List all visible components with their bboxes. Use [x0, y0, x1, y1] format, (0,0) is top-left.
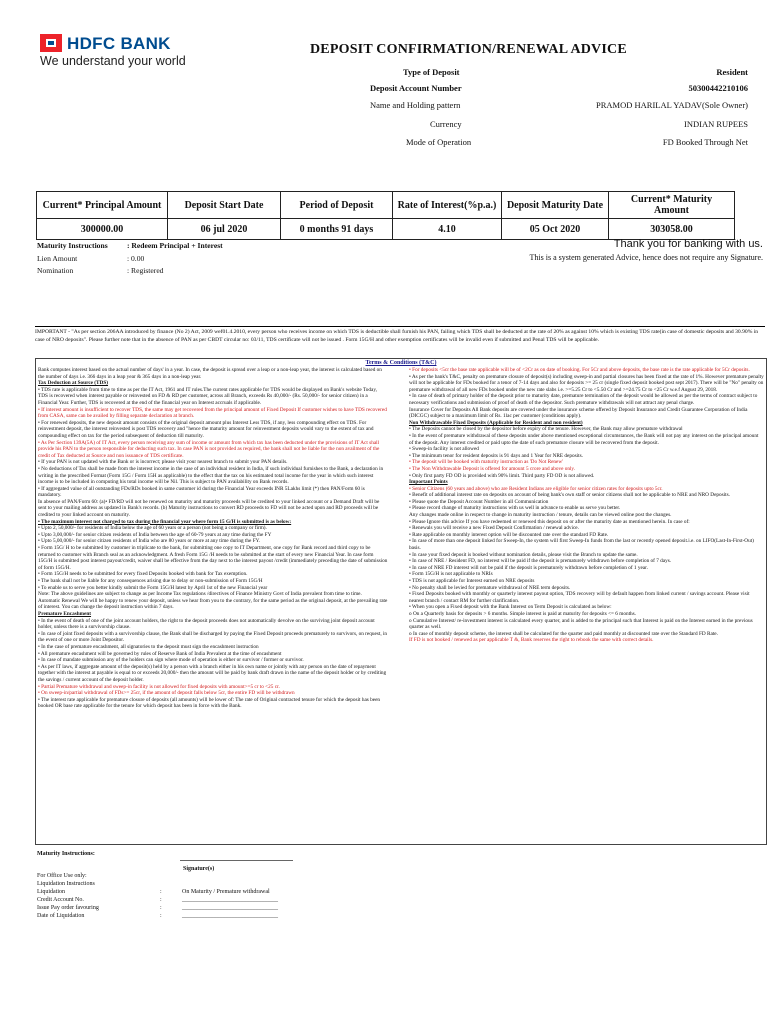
header-principal: Current* Principal Amount — [37, 192, 168, 219]
terms-right-column — [409, 367, 764, 644]
terms-right-paragraph: • In case of death of primary holder of the deposit prior to maturity date, premature termination of the deposit would be allowed as per the terms of contract subject to necessary verifications and submission of proof of death of the depositor. Such premature withdrawals will not attract any penal charge. — [409, 393, 758, 406]
credit-account-label: Credit Account No. — [37, 897, 84, 903]
nomination-value: : Registered — [127, 266, 164, 275]
terms-left-paragraph: • Partial Premature withdrawal and sweep-in facility is not allowed for fixed deposits with amount>=5 cr to <25 cr. — [38, 683, 280, 690]
terms-right-paragraph: • As per the bank's T&C, penalty on premature closure of deposit(s) including sweep-in and partial closures has been fixed at the rate of 1%. However premature penalty will not be applicable for FDs booked for a tenor of 7-14 days and also for deposits >= 25 cr (single fixed deposit booked post sept 2017). There will be "No" penalty on premature withdrawal of all new FDs booked under the new rate slabs i.e. >=5.25 Cr to <5.50 Cr and >=24.75 Cr to <25 Cr w.e.f August 29, 2018. — [409, 373, 764, 393]
terms-left-paragraph: Tax Deduction at Source (TDS) — [38, 380, 109, 387]
summary-header-row — [37, 192, 735, 219]
bank-logo — [40, 34, 186, 70]
terms-left-paragraph: • Upto 3,00,000/- for senior citizen residents of India between the age of 60-79 years at any time during the FY — [38, 531, 272, 538]
liquidation-date-colon: : — [160, 913, 162, 919]
terms-right-paragraph: • Renewals you will receive a new Fixed Deposit Confirmation / renewal advice. — [409, 525, 579, 532]
terms-left-paragraph: • Form 15G/H needs to be submitted for every fixed Deposits booked with bank for Tax exemption. — [38, 571, 248, 578]
thank-you-message: Thank you for banking with us. — [613, 238, 763, 250]
terms-left-paragraph: • In case of joint fixed deposits with a survivorship clause, the Bank shall be discharged by paying the Fixed Deposit proceeds prematurely to survivors, on request, in the event of one or more Joint Depositor. — [38, 630, 388, 644]
terms-left-paragraph: • If your PAN is not updated with the Bank or is incorrect; please visit your nearest branch to submit your PAN details. — [38, 459, 288, 466]
value-principal: 300000.00 — [37, 219, 168, 240]
terms-left-paragraph: Note: The above guidelines are subject to change as per Income Tax regulations /directives of Finance Ministry Govt of India prevalent from time to time. — [38, 591, 362, 598]
liquidation-colon: : — [160, 889, 162, 895]
pay-order-label: Issue Pay order favouring — [37, 905, 99, 911]
terms-left-paragraph: • The maximum interest not charged to tax during the financial year where form 15 G/H is submitted is as below: — [38, 518, 292, 525]
value-start-date: 06 jul 2020 — [168, 219, 281, 240]
terms-left-paragraph: Automatic Renewal We will be happy to renew your deposit, unless we hear from you to the contrary, for the same period as the original deposit, at the prevailing rate of interest. You can change the deposit instruction within 7 days. — [38, 597, 388, 611]
summary-value-row — [37, 219, 735, 240]
terms-right-paragraph: • Senior Citizens (60 years and above) who are Resident Indians are eligible for senior citizen rates for deposits upto 5cr. — [409, 485, 663, 492]
header-maturity-date: Deposit Maturity Date — [502, 192, 609, 219]
terms-right-paragraph: • Please record change of maturity instructions with us well in advance to enable us serve you better. — [409, 505, 621, 512]
terms-right-paragraph: • The Non Withdrawable Deposit is offered for amount 5 crore and above only. — [409, 465, 576, 472]
footer-liquidation-instructions: Liquidation Instructions — [37, 881, 95, 887]
terms-title: Terms & Conditions (T&C) — [365, 360, 437, 366]
header-start-date: Deposit Start Date — [168, 192, 281, 219]
terms-right-paragraph: If FD is not booked / renewed as per applicable T &, Bank reserves the right to rebook the same with correct details. — [409, 637, 654, 644]
terms-left-paragraph: • The interest rate applicable for premature closure of deposits (all amounts) will be lower of: The rate of Original contracted tenure for which the deposit has been booked OR base rate applicable for the tenure for which deposit has been in force with the Bank. — [38, 696, 381, 710]
terms-left-paragraph: • As Per Section 139A(5A) of IT Act, every person receiving any sum of income or amount from which tax has been deducted under the provisions of IT Act shall provide his PAN to the person responsible for deducting such tax. In case PAN is not provided as required, the bank shall not be liable for the non availment of the credit of Tax deducted at Source and non issuance of TDS certificate. — [38, 439, 380, 459]
terms-left-paragraph: • On sweep-in/partial withdrawal of FDs>= 25cr, if the amount of deposit falls below 5cr, the entire FD will be withdrawn — [38, 690, 295, 697]
terms-right-paragraph: • Please quote the Deposit Account Number in all Communication — [409, 498, 549, 505]
pay-order-field[interactable]: ________________________________ — [182, 905, 278, 911]
terms-right-paragraph: • Benefit of additional interest rate on deposits on account of being bank's own staff or senior citizens shall not be applicable to NRE and NRO Deposits. — [409, 492, 730, 499]
terms-left-paragraph: • To enable us to serve you better kindly submit the Form 15G/H latest by April 1st of the new Financial year — [38, 584, 268, 591]
terms-right-paragraph: o Cumulative Interest/ re-investment interest is calculated every quarter, and is added to the principal such that Interest is paid on the Interest earned in the previous quarter as well. — [409, 617, 753, 631]
terms-right-paragraph: • For deposits <5cr the base rate applicable will be of <2Cr as on date of booking. For 5Cr and above deposits, the base rate is the rate applicable for 5Cr deposits. — [409, 367, 750, 373]
terms-right-paragraph: Insurance Cover for Deposits All Bank deposits are covered under the insurance scheme offered by Deposit Insurance and Credit Guarantee Corporation of India (DICGC) subject to a maximum limit of Rs. 1lac per customer (conditions apply). — [409, 406, 748, 420]
terms-left-paragraph: • For renewed deposits, the new deposit amount consists of the original deposit amount plus Interest Less TDS, if any, less compounding effect on TDS. For reinvestment deposit, the interest reinvested is post TDS recovery and "hence the maturity amount for reinvestment deposits would vary to the extent of tax and compounding effect on tax for the period subsequent of deduction till maturity. — [38, 419, 374, 439]
lien-amount-label: Lien Amount — [37, 254, 78, 263]
lien-amount-value: : 0.00 — [127, 254, 145, 263]
detail-value-name: PRAMOD HARILAL YADAV(Sole Owner) — [596, 100, 748, 110]
terms-right-paragraph: Important Points — [409, 479, 448, 486]
terms-right-paragraph: • In the event of premature withdrawal of these deposits under above mentioned exceptional circumstances, the Bank will not pay any interest on the principal amount of the deposit. Any interest credited or paid upto the date of such premature closure will be recovered from the deposit. — [409, 432, 759, 446]
maturity-instructions-label: Maturity Instructions — [37, 241, 108, 250]
terms-left-paragraph: • The bank shall not be liable for any consequences arising due to delay or non-submission of Form 15G/H — [38, 578, 263, 584]
detail-value-currency: INDIAN RUPEES — [684, 119, 748, 129]
terms-right-paragraph: • In case of NRE FD interest will not be paid if the deposit is prematurely withdrawn before completion of 1 year. — [409, 564, 648, 571]
value-period: 0 months 91 days — [281, 219, 393, 240]
terms-left-paragraph: • In the event of death of one of the joint account holders, the right to the deposit proceeds does not automatically devolve on the surviving joint deposit account holder, unless there is a survivorship clause. — [38, 617, 375, 631]
terms-left-paragraph: In absence of PAN/Form 60: (a)• FD/RD will not be renewed on maturity and maturity proceeds will be credited to your linked account or a Demand Draft will be sent to your mailing address as updated in Bank's records. (b) Maturity instructions to convert RD proceeds to FD will not be acted upon and RD proceeds will be credited to your linked account on maturity. — [38, 498, 380, 519]
terms-right-paragraph: Any changes made online in respect to change in maturity instruction / tenure, details can be viewed online post the changes. — [409, 512, 672, 519]
header-rate: Rate of Interest(%p.a.) — [393, 192, 502, 219]
footer-signature: Signature(s) — [183, 866, 215, 872]
system-generated-note: This is a system generated Advice, hence does not require any Signature. — [529, 253, 763, 262]
credit-account-field[interactable]: ________________________________ — [182, 897, 278, 903]
terms-left-paragraph: • Upto 5,00,000/- for senior citizen residents of India who are 80 years or more at any time during the FY. — [38, 538, 261, 545]
value-maturity-date: 05 Oct 2020 — [502, 219, 609, 240]
liquidation-value: On Maturity / Premature withdrawal — [182, 889, 270, 895]
footer-maturity-instructions: Maturity Instructions: — [37, 851, 95, 857]
detail-label-mode: Mode of Operation — [406, 137, 472, 147]
liquidation-date-label: Date of Liquidation — [37, 913, 85, 919]
terms-right-paragraph: • Form 15G/H is not applicable to NRIs — [409, 571, 493, 578]
terms-right-paragraph: o In case of monthly deposit scheme, the interest shall be calculated for the quarter and paid monthly at discounted rate over the Standard FD Rate. — [409, 630, 718, 637]
detail-label-account: Deposit Account Number — [370, 83, 462, 93]
terms-left-paragraph: • TDS rate is applicable from time to time as per the IT Act, 1961 and IT rules.The current rates applicable for TDS would be displayed on Bank's website Today, TDS is recovered when interest payable or reinvested on FD & RD per customer, across all Branch, exceeds Rs 40,000/- (Rs. 50,000/- for senior citizen) in a Financial Year. Further, TDS is recovered at the end of the financial year on Interest accruals if applicable. — [38, 386, 377, 406]
pay-order-colon: : — [160, 905, 162, 911]
liquidation-label: Liquidation — [37, 889, 65, 895]
terms-right-paragraph: • In case of more than one deposit linked for Sweep-In, the system will first Sweep-In funds from the last or recently opened deposit.i.e. on LIFO(Last-In-First-Out) basis. — [409, 538, 754, 552]
terms-right-paragraph: • Only first party FD OD is provided with 90% limit. Third party FD OD is not allowed. — [409, 472, 595, 479]
value-rate: 4.10 — [393, 219, 502, 240]
terms-right-paragraph: • Rate applicable on monthly interest option will be discounted rate over the standard FD Rate. — [409, 531, 609, 538]
nomination-label: Nomination — [37, 266, 74, 275]
terms-right-paragraph: • The minimum tenor for resident deposits is 91 days and 1 Year for NRE deposits. — [409, 452, 583, 459]
terms-right-paragraph: • When you open a Fixed deposit with the Bank Interest on Term Deposit is calculated as below: — [409, 604, 612, 611]
terms-right-paragraph: • The deposit will be booked with maturity instruction as 'Do Not Renew' — [409, 459, 564, 466]
bank-tagline: We understand your world — [40, 54, 186, 68]
signature-line — [180, 860, 293, 861]
terms-right-paragraph: o On a Quarterly basis for deposits > 6 months. Simple interest is paid at maturity for deposits <= 6 months. — [409, 610, 637, 617]
detail-value-mode: FD Booked Through Net — [662, 137, 748, 147]
terms-right-paragraph: • TDS is not applicable for Interest earned on NRE deposits — [409, 578, 535, 584]
footer-office-use: For Office Use only: — [37, 873, 87, 879]
terms-right-paragraph: • Fixed Deposits booked with monthly or quarterly interest payout option, TDS recovery will by default happen from linked current / savings account. Please visit nearest branch / contact RM for further clarification. — [409, 591, 750, 604]
header-maturity-amount: Current* Maturity Amount — [609, 192, 735, 219]
terms-left-paragraph: • As per IT laws, if aggregate amount of the deposit(s) held by a person with a branch either in his own name or jointly with any person on the date of repayment together with the interest at payable is equal to or exceeds 20,000/- then the amount will be paid by bank draft drawn in the name of the deposit holder or by crediting the savings / current account of the deposit holder. — [38, 663, 387, 683]
detail-label-currency: Currency — [430, 119, 462, 129]
terms-right-paragraph: • Sweep-in facility is not allowed — [409, 446, 479, 453]
terms-left-paragraph: • No deductions of Tax shall be made from the interest income in the case of an individual resident in India, if such individual furnishes to the Bank, a declaration in writing in the prescribed Format (Form 15G / Form 15H as applicable) to the effect that the tax on his estimated total income for the year in which such interest income is to be included in computing his total income will be Nil. This is subject to PAN availability on Bank records. — [38, 465, 384, 486]
terms-left-paragraph: Bank computes interest based on the actual number of days' in a year. In case, the deposit is spread over a leap or a non-leap year, the interest is calculated based on the number of days i.e. 366 days in a leap year & 365 days in a non-leap year. — [38, 367, 382, 380]
terms-left-column — [38, 367, 388, 710]
detail-value-account: 50300442210106 — [688, 83, 748, 93]
terms-and-conditions — [35, 358, 767, 845]
terms-left-paragraph: • Form 15G/ H to be submitted by customer in triplicate to the bank, for submitting one copy to IT Department, one copy for Bank record and third copy to be returned to customer with Branch seal as an acknowledgment. A fresh Form 15G /H needs to be submitted at the start of every new Financial Year. In case form 15G/H is submitted post interest payout/credit, waiver shall be effective from the day next to the interest payout /credit (immediately preceding the date of submission of form 15G/H. — [38, 545, 388, 571]
terms-right-paragraph: Non Withdrawable Fixed Deposits (Applicable for Resident and non resident) — [409, 419, 583, 426]
liquidation-date-field[interactable]: ________________________________ — [182, 913, 278, 919]
page-title: DEPOSIT CONFIRMATION/RENEWAL ADVICE — [310, 42, 627, 57]
terms-right-paragraph: • In case your fixed deposit is booked without nomination details, please visit the Branch to update the same. — [409, 551, 638, 558]
hdfc-logo-icon — [40, 34, 62, 52]
maturity-instructions-value: : Redeem Principal + Interest — [127, 241, 223, 250]
terms-left-paragraph: • Upto 2, 50,000/- for residents of India below the age of 60 years or a person (not being a company or firm). — [38, 525, 267, 532]
terms-left-paragraph: • If interest amount is insufficient to recover TDS, the same may get recovered from the principal amount of Fixed Deposit If customer wishes to have TDS recovered from CASA, same can be availed by filling separate declaration at branch. — [38, 406, 387, 420]
detail-label-name: Name and Holding pattern — [370, 100, 461, 110]
detail-label-type: Type of Deposit — [403, 67, 460, 77]
terms-right-paragraph: • Please Ignore this advice If you have redeemed or renewed this deposit on or after the maturity date as mentioned herein. In case of: — [409, 518, 690, 525]
credit-account-colon: : — [160, 897, 162, 903]
header-period: Period of Deposit — [281, 192, 393, 219]
deposit-summary-table — [36, 191, 735, 240]
terms-right-paragraph: • In case of NRE / Resident FD, no interest will be paid if the deposit is prematurely withdrawn before completion of 7 days. — [409, 558, 672, 565]
important-notice: IMPORTANT - "As per section 206AA introduced by finance (No 2) Act, 2009 wef01.4.2010, every person who receives income on which TDS is deductible shall furnish his PAN, failing which TDS shall be deducted at the rate of 20% as against 10% which is existing TDS rate(in case of domestic deposits and 30.90% in case of NRO deposits". Please further note that in the absence of PAN as per CBDT circular no: 03/11, TDS certificate will not be issued . Form 15G/H and other exemption certificates will be invalid even if submitted and Penal TDS will be applicable. — [35, 326, 765, 344]
detail-value-type: Resident — [716, 67, 748, 77]
bank-name: HDFC BANK — [67, 34, 171, 53]
terms-left-paragraph: • In the case of premature encashment, all signatories to the deposit must sign the encashment instruction — [38, 643, 259, 650]
value-maturity-amount: 303058.00 — [609, 219, 735, 240]
terms-left-paragraph: • If aggregated value of all outstanding FDs/RDs booked in same customer id during the Financial Year exceeds INR 5Lakhs limit (*) then PAN/Form 60 is mandatory. — [38, 485, 365, 499]
terms-left-paragraph: Premature Encashment — [38, 610, 92, 617]
terms-right-paragraph: • No penalty shall be levied for premature withdrawal of NRE term deposits. — [409, 584, 571, 591]
terms-left-paragraph: • All premature encashment will be governed by rules of Reserve Bank of India Prevalent at the time of encashment — [38, 650, 282, 657]
terms-left-paragraph: • In case of mandate submission any of the holders can sign where mode of operation is either or survivor / former or survivor. — [38, 657, 304, 664]
terms-right-paragraph: • The Deposits cannot be closed by the depositor before expiry of the tenure. However, the Bank may allow premature withdrawal — [409, 426, 683, 433]
